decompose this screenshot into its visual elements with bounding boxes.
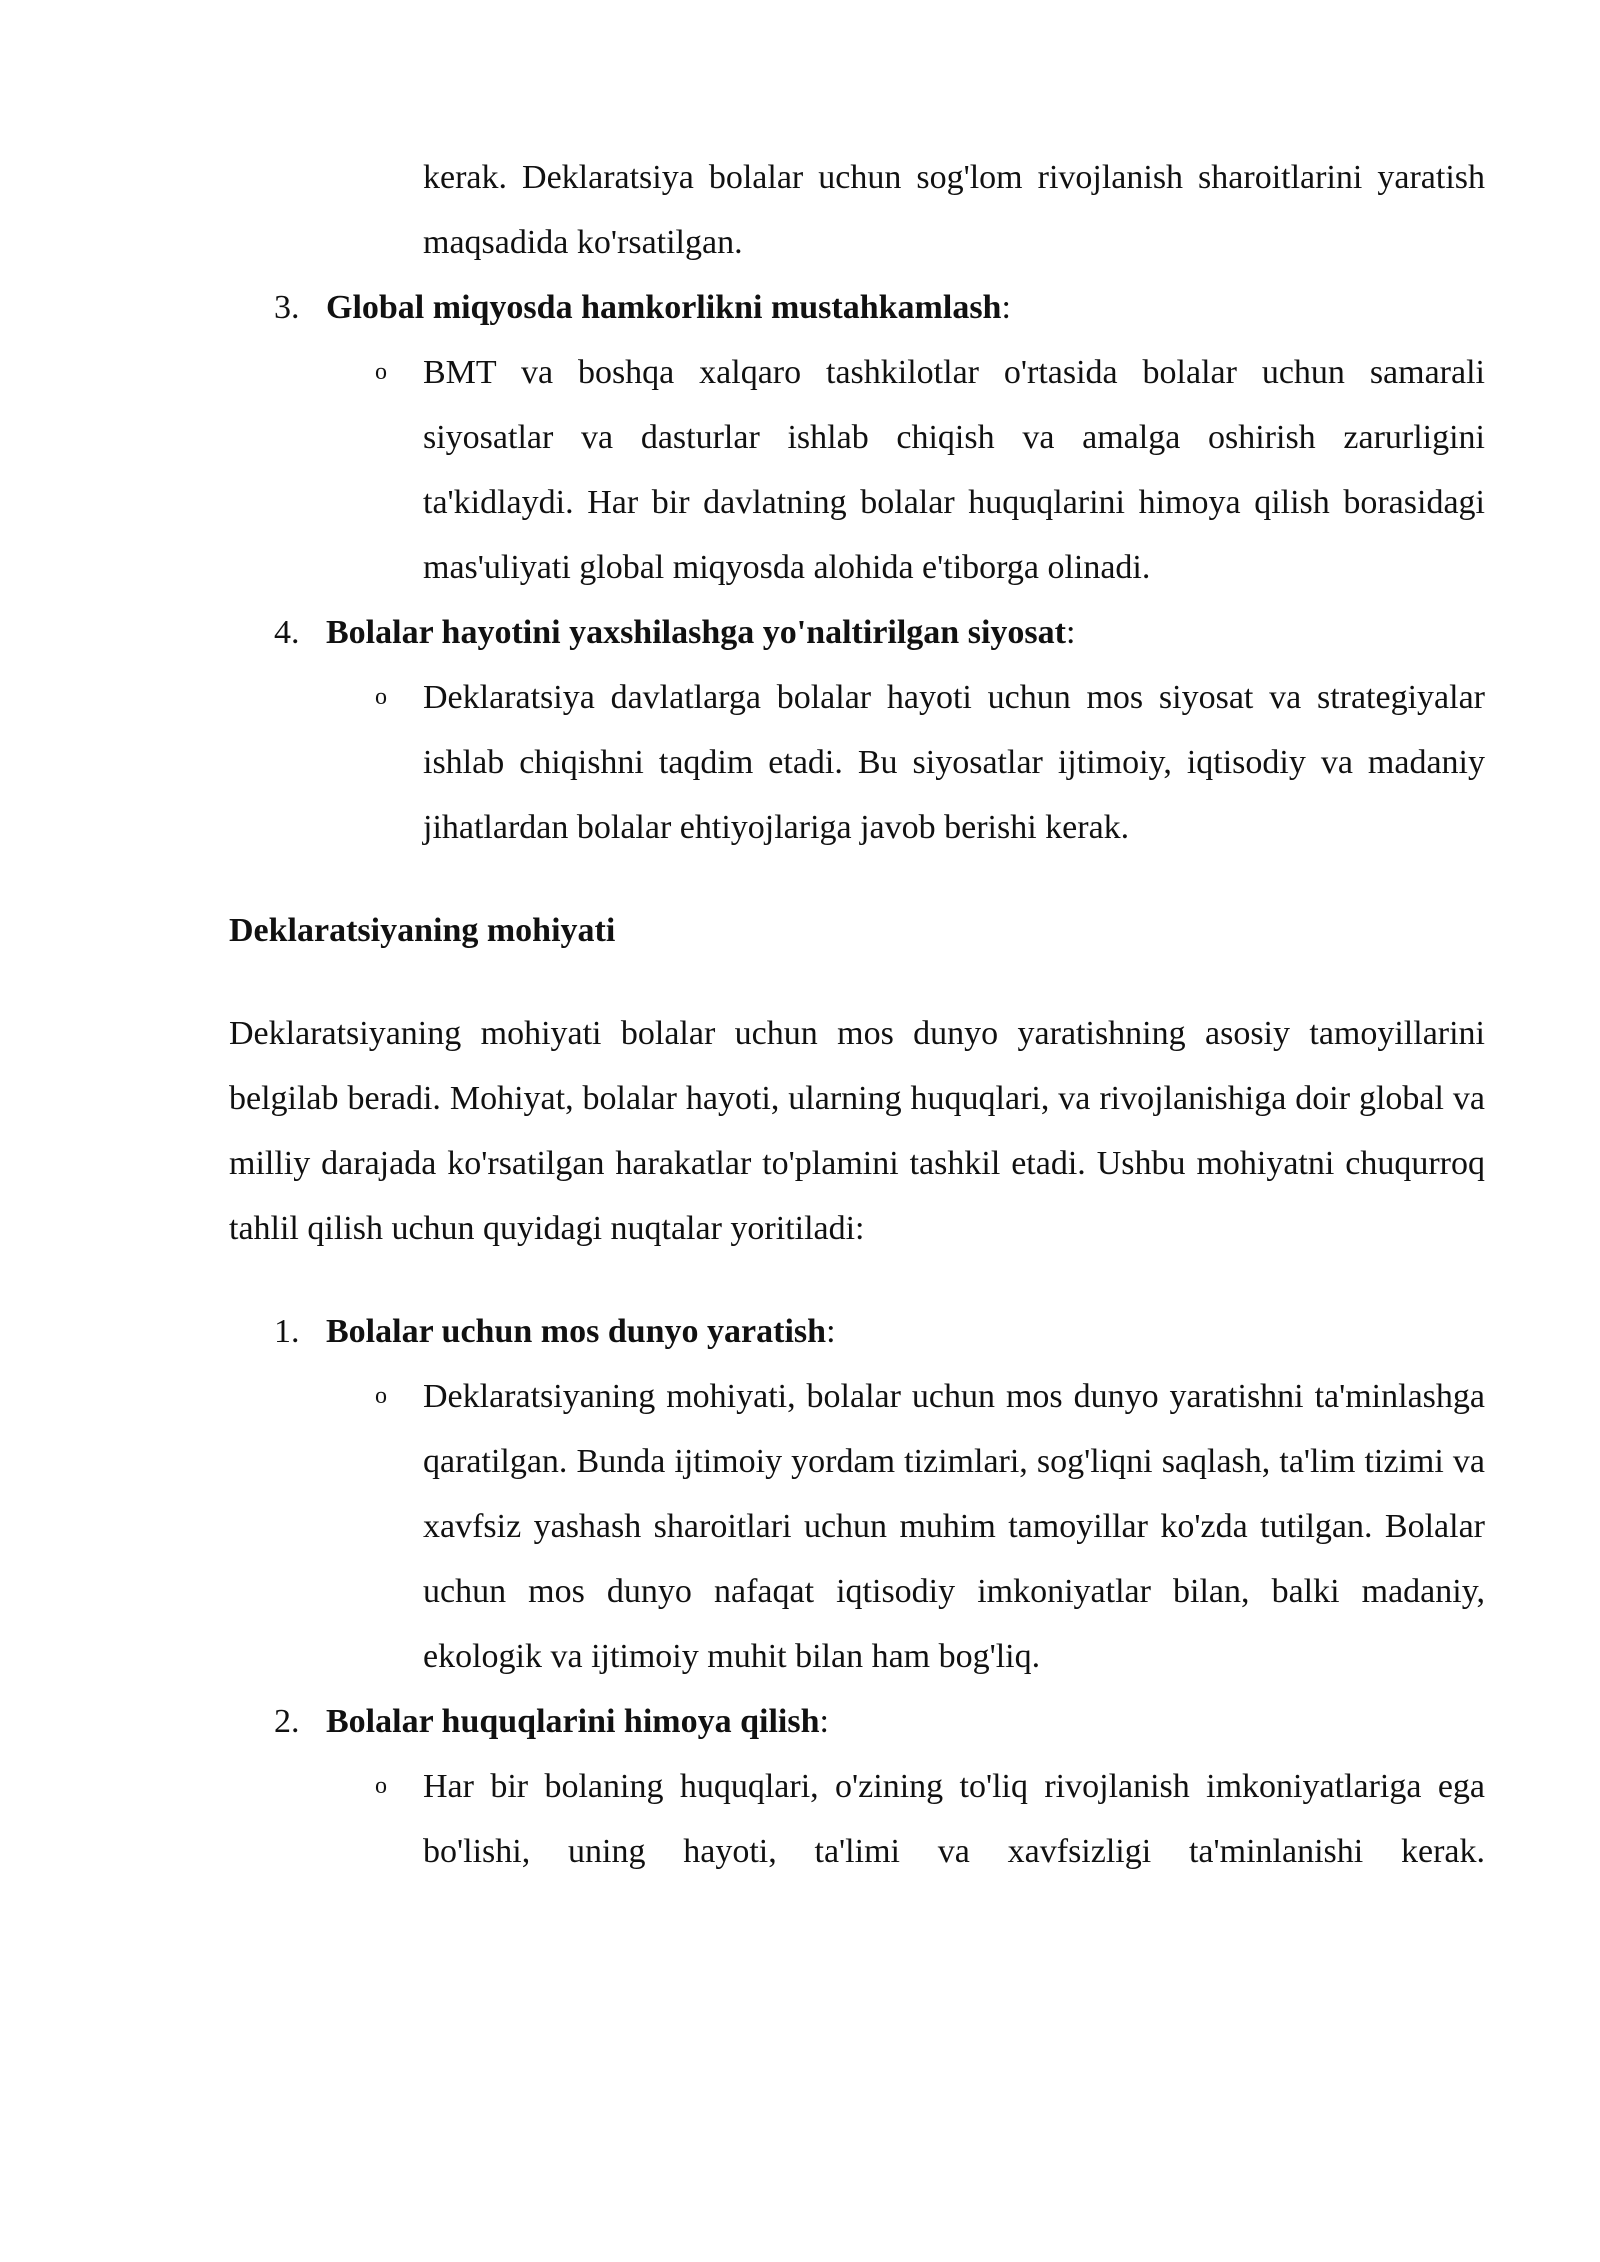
- page-content: [229, 145, 1485, 1884]
- section-paragraph: Deklaratsiyaning mohiyati bolalar uchun mos dunyo yaratishning asosiy tamoyillarini belgilab beradi. Mohiyat, bolalar hayoti, ularning huquqlari, va rivojlanishiga doir global va milliy darajada ko'rsatilgan harakatlar to'plamini tashkil etadi. Ushbu mohiyatni chuqurroq tahlil qilish uchun quyidagi nuqtalar yoritiladi:: [229, 1015, 1485, 1247]
- list-item-3: [274, 275, 1485, 340]
- list-item-4: [274, 600, 1485, 665]
- bullet-text: BMT va boshqa xalqaro tashkilotlar o'rtasida bolalar uchun samarali siyosatlar va dasturlar ishlab chiqish va amalga oshirish zarurligini ta'kidlaydi. Har bir davlatning bolalar huquqlarini himoya qilish borasidagi mas'uliyati global miqyosda alohida e'tiborga olinadi.: [423, 354, 1485, 586]
- list-item-3-bullet: [375, 340, 1485, 600]
- bullet-text: Har bir bolaning huquqlari, o'zining to'liq rivojlanish imkoniyatlariga ega bo'lishi, uning hayoti, ta'limi va xavfsizligi ta'minlanishi kerak.: [423, 1768, 1485, 1870]
- list-item-number: 4.: [274, 614, 300, 651]
- list-item-number: 3.: [274, 289, 300, 326]
- bullet-text: Deklaratsiya davlatlarga bolalar hayoti uchun mos siyosat va strategiyalar ishlab chiqishni taqdim etadi. Bu siyosatlar ijtimoiy, iqtisodiy va madaniy jihatlardan bolalar ehtiyojlariga javob berishi kerak.: [423, 679, 1485, 846]
- list-item-title: Global miqyosda hamkorlikni mustahkamlash: [326, 289, 1002, 326]
- continuation-text: [423, 145, 1485, 275]
- list-item-4-bullet: [375, 665, 1485, 860]
- list-item-title: Bolalar hayotini yaxshilashga yo'naltirilgan siyosat: [326, 614, 1066, 651]
- list-item-title: Bolalar huquqlarini himoya qilish: [326, 1703, 820, 1740]
- list-item-suffix: :: [1065, 614, 1076, 651]
- list-item-suffix: :: [1001, 289, 1011, 326]
- list-item-suffix: :: [826, 1313, 836, 1350]
- list-item-2: [274, 1689, 1485, 1754]
- list-item-suffix: :: [819, 1703, 829, 1740]
- list-item-number: 2.: [274, 1703, 300, 1740]
- continuation-text-body: kerak. Deklaratsiya bolalar uchun sog'lom rivojlanish sharoitlarini yaratish maqsadida ko'rsatilgan.: [423, 159, 1485, 261]
- list-item-2-bullet: [375, 1754, 1485, 1884]
- list-item-1-bullet: [375, 1364, 1485, 1689]
- section-heading: Deklaratsiyaning mohiyati: [229, 912, 616, 949]
- bullet-marker: o: [375, 1773, 387, 1799]
- bullet-text: Deklaratsiyaning mohiyati, bolalar uchun mos dunyo yaratishni ta'minlashga qaratilgan. Bunda ijtimoiy yordam tizimlari, sog'liqni saqlash, ta'lim tizimi va xavfsiz yashash sharoitlari uchun muhim tamoyillar ko'zda tutilgan. Bolalar uchun mos dunyo nafaqat iqtisodiy imkoniyatlar bilan, balki madaniy, ekologik va ijtimoiy muhit bilan ham bog'liq.: [423, 1378, 1485, 1675]
- bullet-marker: o: [375, 1383, 387, 1409]
- list-item-number: 1.: [274, 1313, 300, 1350]
- list-item-title: Bolalar uchun mos dunyo yaratish: [326, 1313, 827, 1350]
- list-item-1: [274, 1299, 1485, 1364]
- bullet-marker: o: [375, 359, 387, 385]
- bullet-marker: o: [375, 684, 387, 710]
